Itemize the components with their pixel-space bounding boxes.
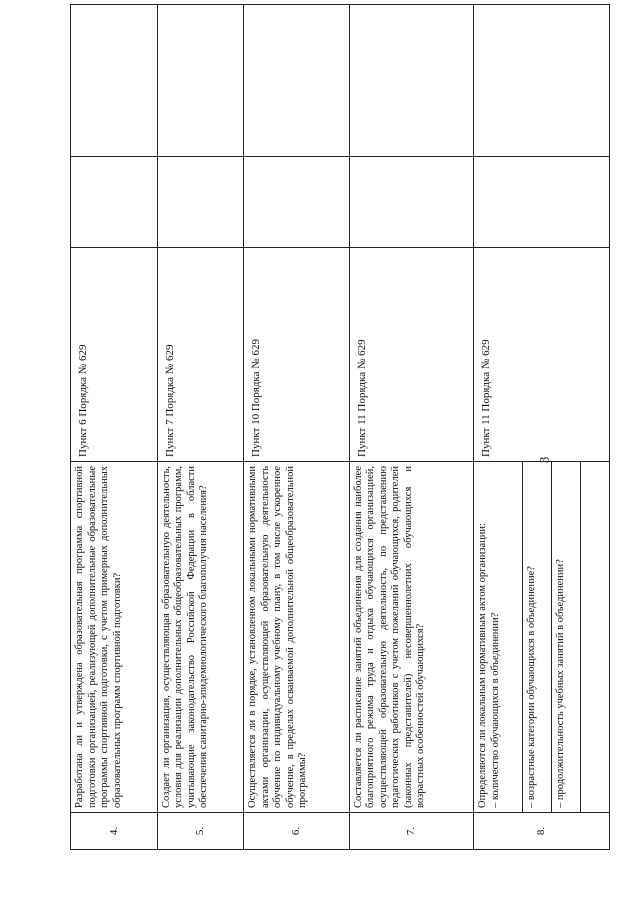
rotated-table xyxy=(70,50,610,850)
empty-cell xyxy=(581,462,610,813)
question-text: Создает ли организация, осуществляющая образовательную деятельность, условия для реализации дополнительных общеобразовательных программ, учитывающие законодательство Российской Федерации в области обеспечения санитарно-эпидемиологического благополучия населения? xyxy=(157,462,244,813)
answer-cell xyxy=(474,157,610,248)
page-number: 3 xyxy=(536,456,552,464)
table-row xyxy=(349,5,474,850)
legal-reference: Пункт 7 Порядка № 629 xyxy=(157,248,244,462)
note-cell xyxy=(71,5,158,157)
question-text: Разработана ли и утверждена образовательная программа спортивной подготовки организацией, реализующей дополнительные образовательные программы спортивной подготовки, с учетом примерных дополнительных образовательных программ спортивной подготовки? xyxy=(71,462,158,813)
table-row xyxy=(244,5,350,850)
question-item: – возрастные категории обучающихся в объединение? xyxy=(523,462,552,813)
checklist-table xyxy=(70,4,610,850)
row-number: 4. xyxy=(71,813,158,850)
note-cell xyxy=(157,5,244,157)
question-item: – продолжительность учебных занятий в объединении? xyxy=(552,462,581,813)
answer-cell xyxy=(157,157,244,248)
note-cell xyxy=(474,5,610,157)
table-row xyxy=(71,5,158,850)
row-number: 7. xyxy=(349,813,474,850)
legal-reference: Пункт 11 Порядка № 629 xyxy=(349,248,474,462)
legal-reference: Пункт 11 Порядка № 629 xyxy=(474,248,610,462)
question-text: Составляется ли расписание занятий объединения для создания наиболее благоприятного режима труда и отдыха обучающихся организацией, осуществляющей образовательную деятельность, по представлению педагогических работников с учетом пожеланий обучающихся, родителей (законных представителей) несовершеннолетних обучающихся и возрастных особенностей обучающихся? xyxy=(349,462,474,813)
question-text: Осуществляется ли в порядке, установленном локальными нормативными актами организации, осуществляющей образовательную деятельность обучение по индивидуальному учебному плану, в том числе ускоренное обучение, в пределах осваиваемой дополнительной общеобразовательной программы? xyxy=(244,462,350,813)
answer-cell xyxy=(349,157,474,248)
row-number: 8. xyxy=(474,813,610,850)
question-text xyxy=(474,462,523,813)
table-row xyxy=(474,5,523,850)
legal-reference: Пункт 10 Порядка № 629 xyxy=(244,248,350,462)
document-table-area xyxy=(70,50,610,850)
row-number: 6. xyxy=(244,813,350,850)
legal-reference: Пункт 6 Порядка № 629 xyxy=(71,248,158,462)
question-intro: Определяются ли локальным нормативным актом организации: xyxy=(477,523,489,808)
note-cell xyxy=(349,5,474,157)
answer-cell xyxy=(71,157,158,248)
note-cell xyxy=(244,5,350,157)
table-row xyxy=(157,5,244,850)
row-number: 5. xyxy=(157,813,244,850)
question-item: – количество обучающихся в объединении? xyxy=(489,612,501,808)
answer-cell xyxy=(244,157,350,248)
